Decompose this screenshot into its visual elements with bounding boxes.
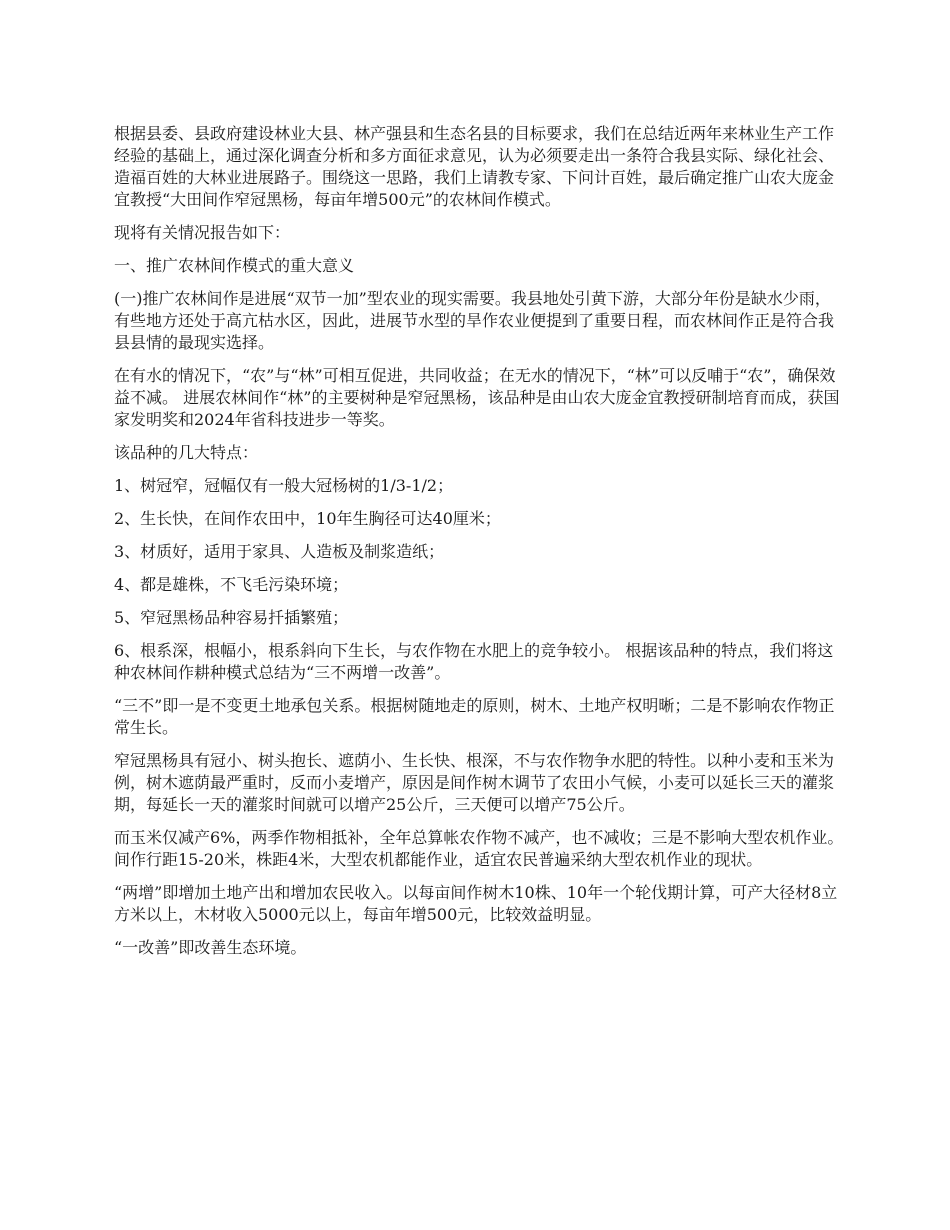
list-item: 6、根系深，根幅小，根系斜向下生长，与农作物在水肥上的竞争较小。 根据该品种的特点，我们将这种农林间作耕种模式总结为“三不两增一改善”。 [114, 641, 834, 682]
paragraph: (一)推广农林间作是进展“双节一加”型农业的现实需要。我县地处引黄下游，大部分年份是缺水少雨，有些地方还处于高亢枯水区，因此，进展节水型的旱作农业便提到了重要日程，而农林间作正是符合我县县情的最现实选择。 [114, 289, 835, 352]
paragraph-report-lead: 现将有关情况报告如下： [114, 223, 291, 242]
paragraph: 窄冠黑杨具有冠小、树头抱长、遮荫小、生长快、根深，不与农作物争水肥的特性。以种小麦和玉米为例，树木遮荫最严重时，反而小麦增产，原因是间作树木调节了农田小气候，小麦可以延长三天的灌浆期，每延长一天的灌浆时间就可以增产25公斤，三天便可以增产75公斤。 [114, 751, 835, 814]
list-item: 1、树冠窄，冠幅仅有一般大冠杨树的1/3-1/2； [114, 476, 454, 495]
paragraph: 该品种的几大特点： [114, 443, 259, 462]
list-item: 3、材质好，适用于家具、人造板及制浆造纸； [114, 542, 445, 561]
list-item: 4、都是雄株，不飞毛污染环境； [114, 575, 349, 594]
document-body [114, 123, 844, 970]
list-item: 2、生长快，在间作农田中，10年生胸径可达40厘米； [114, 509, 501, 528]
paragraph: “两增”即增加土地产出和增加农民收入。以每亩间作树木10株、10年一个轮伐期计算，可产大径材8立方米以上，木材收入5000元以上，每亩年增500元，比较效益明显。 [114, 883, 838, 924]
paragraph: “一改善”即改善生态环境。 [114, 938, 307, 957]
section-heading: 一、推广农林间作模式的重大意义 [114, 256, 355, 275]
paragraph: “三不”即一是不变更土地承包关系。根据树随地走的原则，树木、土地产权明晰；二是不影响农作物正常生长。 [114, 696, 835, 737]
paragraph: 在有水的情况下，“农”与“林”可相互促进，共同收益；在无水的情况下，“林”可以反哺于“农”，确保效益不减。 进展农林间作“林”的主要树种是窄冠黑杨，该品种是由山农大庞金宜教授研制培育而成，获国家发明奖和2024年省科技进步一等奖。 [114, 366, 840, 429]
paragraph-intro: 根据县委、县政府建设林业大县、林产强县和生态名县的目标要求，我们在总结近两年来林业生产工作经验的基础上，通过深化调查分析和多方面征求意见，认为必须要走出一条符合我县实际、绿化社会、造福百姓的大林业进展路子。围绕这一思路，我们上请教专家、下问计百姓，最后确定推广山农大庞金宜教授“大田间作窄冠黑杨，每亩年增500元”的农林间作模式。 [114, 124, 835, 209]
list-item: 5、窄冠黑杨品种容易扦插繁殖； [114, 608, 349, 627]
paragraph: 而玉米仅减产6%，两季作物相抵补，全年总算帐农作物不减产，也不减收；三是不影响大型农机作业。间作行距15-20米，株距4米，大型农机都能作业，适宜农民普遍采纳大型农机作业的现状。 [114, 828, 844, 869]
